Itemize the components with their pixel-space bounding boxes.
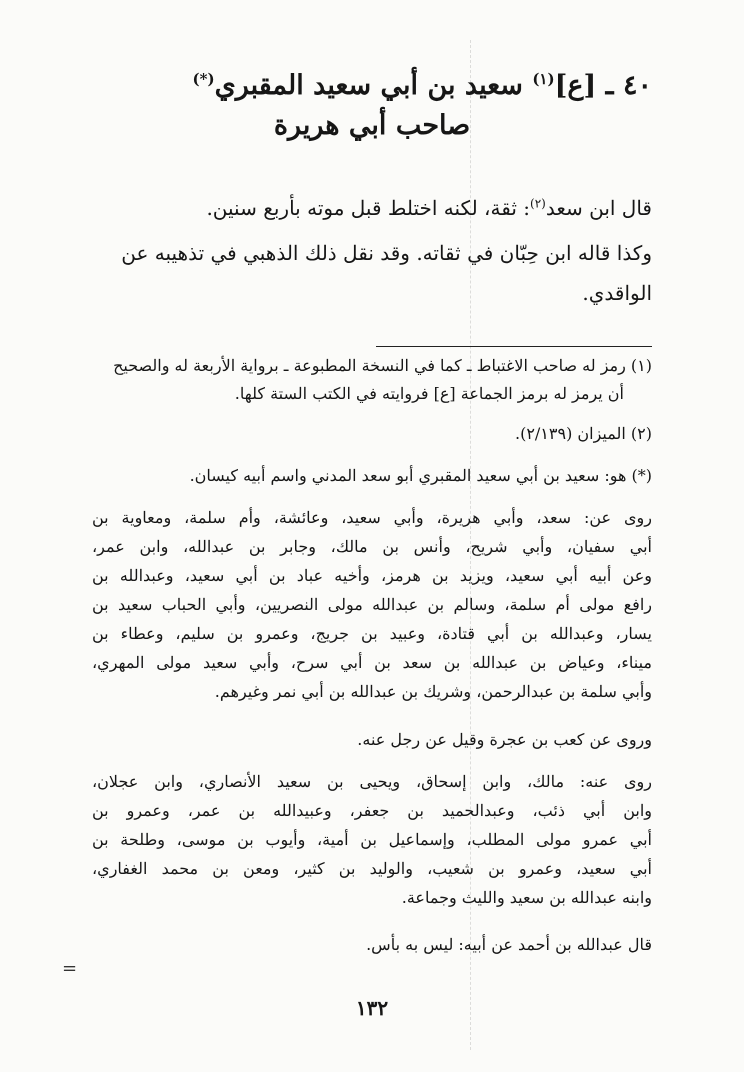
narrated-from-line: روى عن: سعد، وأبي هريرة، وأبي سعيد، وعائشة، وأم سلمة، ومعاوية بن <box>92 508 652 527</box>
footnote-star: (*) هو: سعيد بن أبي سعيد المقبري أبو سعد المدني واسم أبيه كيسان. <box>189 466 652 485</box>
narrated-by-line: روى عنه: مالك، وابن إسحاق، ويحيى بن سعيد الأنصاري، وابن عجلان، <box>92 772 652 791</box>
footnote-1-line-2: أن يرمز له برمز الجماعة [ع] فروايته في الكتب الستة كلها. <box>234 384 624 403</box>
narrated-by-line: أبي عمرو مولى المطلب، وإسماعيل بن أمية، وأيوب بن موسى، وطلحة بن <box>92 830 652 849</box>
body-footnote-ref: (٢) <box>530 196 546 211</box>
narrated-from-line: وأبي سلمة بن عبدالرحمن، وشريك بن عبدالله بن أبي نمر وغيرهم. <box>214 682 652 701</box>
footnote-2: (٢) الميزان (٢/١٣٩). <box>514 424 652 443</box>
narrated-from-line: ميناء، وعياض بن عبدالله بن سعد بن أبي سرح، وأبي سعيد مولى المهري، <box>92 653 652 672</box>
narrated-from-line: يسار، وعبدالله بن أبي قتادة، وعبيد بن جريج، وعمرو بن سليم، وعطاء بن <box>92 624 652 643</box>
footnote-separator <box>376 346 652 347</box>
narrated-from-extra: وروى عن كعب بن عجرة وقيل عن رجل عنه. <box>357 730 652 749</box>
narrated-by-line: أبي سعيد، وعمرو بن شعيب، والوليد بن كثير، ومعن بن محمد الغفاري، <box>92 859 652 878</box>
entry-subtitle: صاحب أبي هريرة <box>273 110 471 141</box>
narrated-by-closing: قال عبدالله بن أحمد عن أبيه: ليس به بأس. <box>366 935 652 954</box>
body-line-2: وكذا قاله ابن حِبّان في ثقاته. وقد نقل ذلك الذهبي في تذهيبه عن <box>121 241 652 265</box>
narrated-by-line: وابنه عبدالله بن سعيد والليث وجماعة. <box>401 888 652 907</box>
footnote-1-line-1: (١) رمز له صاحب الاغتباط ـ كما في النسخة المطبوعة ـ برواية الأربعة له والصحيح <box>113 356 652 375</box>
narrated-from-line: أبي سفيان، وأبي شريح، وأنس بن مالك، وجابر بن عبدالله، وابن عمر، <box>92 537 652 556</box>
narrated-by-line: وابن أبي ذئب، وعبدالحميد بن جعفر، وعبيدالله بن عمر، وعمرو بن <box>92 801 652 820</box>
entry-title <box>193 70 652 101</box>
margin-mark: = <box>62 958 78 979</box>
entry-name: سعيد بن أبي سعيد المقبري <box>214 70 523 101</box>
body-line-1 <box>206 196 652 220</box>
body-line-1-text-b: : ثقة، لكنه اختلط قبل موته بأربع سنين. <box>206 196 531 220</box>
body-line-1-text-a: قال ابن سعد <box>545 196 652 220</box>
body-line-3: الواقدي. <box>582 281 652 305</box>
page-number: ١٣٢ <box>355 996 389 1020</box>
entry-code: [ع] <box>554 70 597 101</box>
narrated-from-line: رافع مولى أم سلمة، وسالم بن عبدالله مولى النصريين، وأبي الحباب سعيد بن <box>92 595 652 614</box>
title-footnote-ref: (١) <box>532 70 555 88</box>
narrated-from-line: وعن أبيه أبي سعيد، ويزيد بن هرمز، وأخيه عباد بن أبي سعيد، وعبدالله بن <box>92 566 652 585</box>
title-star-ref: (*) <box>192 70 215 88</box>
entry-number: ٤٠ ـ <box>605 70 652 101</box>
